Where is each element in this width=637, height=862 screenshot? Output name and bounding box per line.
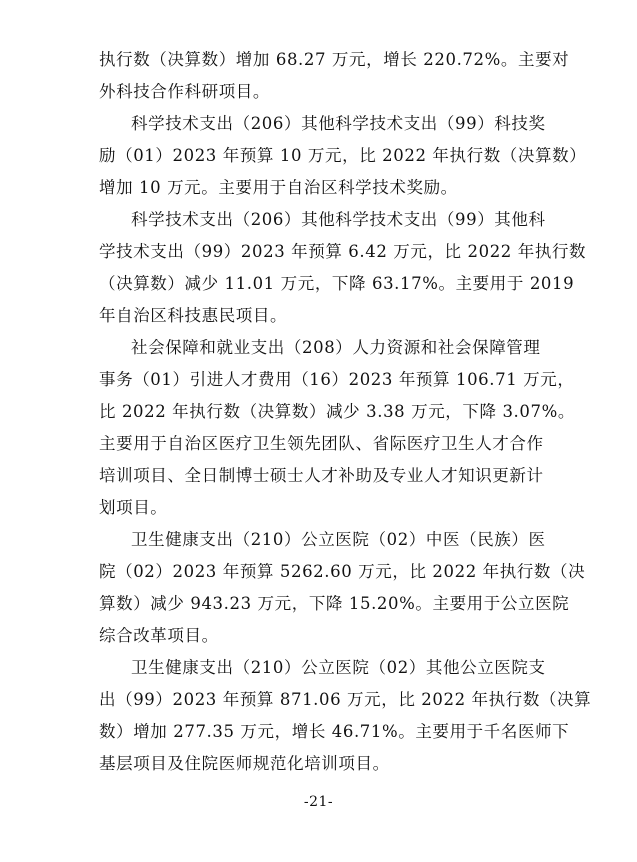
body-line: 数）增加 277.35 万元，增长 46.71%。主要用于千名医师下 — [99, 722, 570, 741]
body-line: 社会保障和就业支出（208）人力资源和社会保障管理 — [131, 338, 541, 357]
body-line: 卫生健康支出（210）公立医院（02）其他公立医院支 — [131, 658, 546, 677]
body-line: 外科技合作科研项目。 — [99, 82, 270, 101]
body-line: 执行数（决算数）增加 68.27 万元，增长 220.72%。主要对 — [99, 50, 570, 69]
body-line: 主要用于自治区医疗卫生领先团队、省际医疗卫生人才合作 — [99, 434, 544, 453]
body-line: 比 2022 年执行数（决算数）减少 3.38 万元，下降 3.07%。 — [99, 402, 575, 421]
body-line: 院（02）2023 年预算 5262.60 万元，比 2022 年执行数（决 — [99, 562, 586, 581]
body-line: 基层项目及住院医师规范化培训项目。 — [99, 754, 390, 773]
body-line: 划项目。 — [99, 498, 168, 517]
body-line: 励（01）2023 年预算 10 万元，比 2022 年执行数（决算数） — [99, 146, 587, 165]
body-line: 学技术支出（99）2023 年预算 6.42 万元，比 2022 年执行数 — [99, 242, 587, 261]
body-line: 综合改革项目。 — [99, 626, 219, 645]
body-line: 年自治区科技惠民项目。 — [99, 306, 288, 325]
body-line: 培训项目、全日制博士硕士人才补助及专业人才知识更新计 — [99, 466, 544, 485]
body-line: （决算数）减少 11.01 万元，下降 63.17%。主要用于 2019 — [99, 274, 575, 293]
page-number: -21- — [303, 794, 334, 810]
body-line: 增加 10 万元。主要用于自治区科学技术奖励。 — [99, 178, 458, 197]
body-line: 出（99）2023 年预算 871.06 万元，比 2022 年执行数（决算 — [99, 690, 592, 709]
body-line: 科学技术支出（206）其他科学技术支出（99）其他科 — [131, 210, 546, 229]
body-line: 算数）减少 943.23 万元，下降 15.20%。主要用于公立医院 — [99, 594, 570, 613]
body-line: 卫生健康支出（210）公立医院（02）中医（民族）医 — [131, 530, 546, 549]
body-line: 科学技术支出（206）其他科学技术支出（99）科技奖 — [131, 114, 546, 133]
body-line: 事务（01）引进人才费用（16）2023 年预算 106.71 万元， — [99, 370, 575, 389]
